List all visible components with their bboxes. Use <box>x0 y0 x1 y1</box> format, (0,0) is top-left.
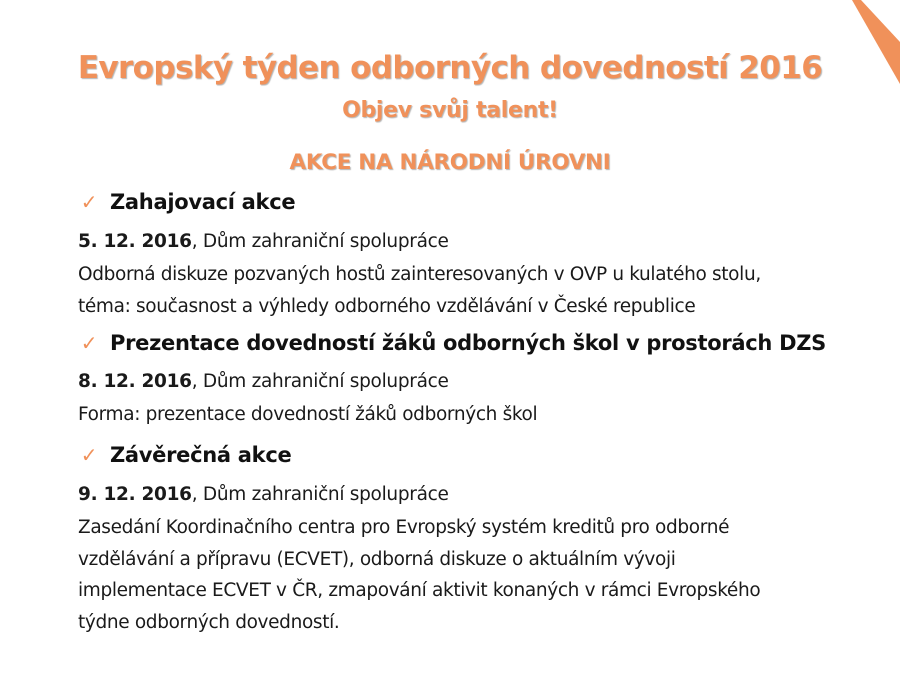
description-line: implementace ECVET v ČR, zmapování aktivit konaných v rámci Evropského <box>78 580 761 601</box>
description-line: Odborná diskuze pozvaných hostů zainteresovaných v OVP u kulatého stolu, <box>78 264 761 285</box>
event-dateline-3 <box>78 484 449 505</box>
checkmark-icon: ✓ <box>80 443 98 467</box>
event-dateline-1 <box>78 231 449 252</box>
event-date: 8. 12. 2016 <box>78 371 192 392</box>
event-place: , Dům zahraniční spolupráce <box>191 231 449 252</box>
description-line: vzdělávání a přípravu (ECVET), odborná diskuze o aktuálním vývoji <box>78 548 676 570</box>
checkmark-icon: ✓ <box>80 331 98 355</box>
description-line: Forma: prezentace dovedností žáků odborných škol <box>78 404 538 425</box>
event-description-3 <box>78 512 878 638</box>
event-description-2 <box>78 399 878 431</box>
slide-subtitle: Objev svůj talent! <box>342 98 558 123</box>
checkmark-icon: ✓ <box>80 190 98 214</box>
event-place: , Dům zahraniční spolupráce <box>191 371 449 392</box>
event-heading-text: Zahajovací akce <box>110 190 296 214</box>
section-title: AKCE NA NÁRODNÍ ÚROVNI <box>289 150 611 175</box>
description-line: Zasedání Koordinačního centra pro Evropský systém kreditů pro odborné <box>78 517 730 538</box>
event-heading-text: Prezentace dovedností žáků odborných škol v prostorách DZS <box>110 331 826 355</box>
event-dateline-2 <box>78 371 449 392</box>
event-description-1 <box>78 259 878 322</box>
event-heading-1 <box>78 190 295 214</box>
event-heading-text: Závěrečná akce <box>110 443 292 467</box>
description-line: týdne odborných dovedností. <box>78 611 340 633</box>
slide-title: Evropský týden odborných dovedností 2016 <box>77 50 823 86</box>
event-date: 9. 12. 2016 <box>78 484 192 505</box>
event-heading-2 <box>78 331 826 355</box>
event-date: 5. 12. 2016 <box>78 231 192 252</box>
description-line: téma: současnost a výhledy odborného vzdělávání v České republice <box>78 295 696 317</box>
event-heading-3 <box>78 443 291 467</box>
event-place: , Dům zahraniční spolupráce <box>191 484 449 505</box>
